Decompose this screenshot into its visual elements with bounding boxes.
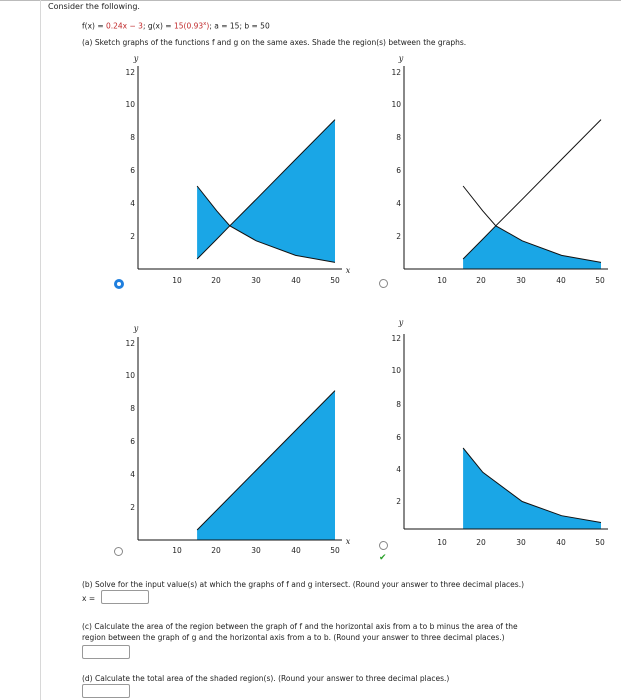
g-expression: 15(0.93 (173, 21, 204, 31)
part-d-answer-input[interactable] (82, 684, 130, 698)
y-tick-label: 6 (130, 166, 135, 175)
x-equals-label: x = (82, 594, 96, 603)
f-line (463, 120, 601, 259)
y-tick-label: 12 (391, 68, 401, 77)
option-2-radio[interactable] (379, 279, 388, 288)
y-tick-label: 8 (130, 404, 135, 413)
x-tick-label: 40 (556, 538, 566, 547)
y-tick-label: 10 (391, 100, 401, 109)
x-tick-label: 20 (211, 276, 221, 285)
g-close: ) (206, 21, 210, 31)
x-tick-label: 50 (330, 276, 340, 285)
y-axis-label: y (133, 324, 139, 333)
x-axis-label: x (345, 537, 351, 546)
f-expression: 0.24x − 3 (105, 21, 143, 31)
part-c-question-line-2: region between the graph of g and the horizontal axis from a to b. (Round your answer to three decimal places.) (82, 633, 505, 642)
graph-option-4 (391, 318, 608, 547)
y-tick-label: 10 (391, 366, 401, 375)
part-a-question: (a) Sketch graphs of the functions f and g on the same axes. Shade the region(s) between the graphs. (82, 38, 467, 47)
y-tick-label: 4 (130, 470, 135, 479)
x-tick-label: 10 (172, 276, 182, 285)
y-tick-label: 4 (396, 465, 401, 474)
y-axis-label: y (398, 318, 404, 327)
x-tick-label: 10 (437, 276, 447, 285)
y-tick-label: 4 (130, 199, 135, 208)
graph-option-1 (125, 54, 350, 285)
g-label: ; g(x) = (142, 21, 174, 31)
y-tick-label: 2 (130, 232, 135, 241)
x-tick-label: 40 (556, 276, 566, 285)
y-tick-label: 2 (396, 497, 401, 506)
x-tick-label: 50 (595, 538, 605, 547)
x-tick-label: 10 (437, 538, 447, 547)
y-axis-label: y (398, 54, 404, 63)
intro-text: Consider the following. (48, 2, 140, 11)
f-label: f(x) = (82, 21, 106, 31)
x-tick-label: 20 (211, 546, 221, 555)
shaded-region (463, 448, 601, 529)
g-exponent: x (203, 21, 207, 27)
y-tick-label: 12 (391, 334, 401, 343)
y-tick-label: 6 (396, 433, 401, 442)
x-tick-label: 40 (291, 276, 301, 285)
y-tick-label: 8 (396, 133, 401, 142)
y-tick-label: 6 (396, 166, 401, 175)
y-tick-label: 8 (130, 133, 135, 142)
x-tick-label: 30 (516, 276, 526, 285)
x-tick-label: 20 (476, 276, 486, 285)
shaded-region (197, 391, 335, 540)
y-tick-label: 2 (130, 503, 135, 512)
x-tick-label: 50 (330, 546, 340, 555)
x-tick-label: 10 (172, 546, 182, 555)
bounds-label: ; a = 15; b = 50 (209, 21, 270, 31)
x-tick-label: 50 (595, 276, 605, 285)
y-tick-label: 10 (125, 100, 135, 109)
x-tick-label: 40 (291, 546, 301, 555)
y-tick-label: 6 (130, 437, 135, 446)
x-tick-label: 20 (476, 538, 486, 547)
x-axis-label: x (345, 266, 351, 275)
shaded-region (463, 226, 601, 269)
x-tick-label: 30 (251, 546, 261, 555)
part-b-answer-input[interactable] (101, 590, 149, 604)
option-1-radio[interactable] (114, 279, 124, 289)
x-tick-label: 30 (251, 276, 261, 285)
y-tick-label: 4 (396, 199, 401, 208)
part-c-answer-input[interactable] (82, 645, 130, 659)
graph-option-2 (391, 54, 608, 285)
check-icon: ✔ (379, 553, 387, 563)
y-axis-label: y (133, 54, 139, 63)
part-b-question: (b) Solve for the input value(s) at which the graphs of f and g intersect. (Round your answer to three decimal places.) (82, 580, 525, 589)
option-3-radio[interactable] (114, 547, 123, 556)
part-d-question: (d) Calculate the total area of the shaded region(s). (Round your answer to three decimal places.) (82, 674, 450, 683)
part-c-question-line-1: (c) Calculate the area of the region between the graph of f and the horizontal axis from a to b minus the area of the (82, 622, 518, 631)
graph-option-3 (125, 324, 350, 555)
y-tick-label: 12 (125, 339, 135, 348)
y-tick-label: 10 (125, 371, 135, 380)
option-4-radio[interactable] (379, 541, 388, 550)
y-tick-label: 2 (396, 232, 401, 241)
x-tick-label: 30 (516, 538, 526, 547)
y-tick-label: 12 (125, 68, 135, 77)
y-tick-label: 8 (396, 400, 401, 409)
